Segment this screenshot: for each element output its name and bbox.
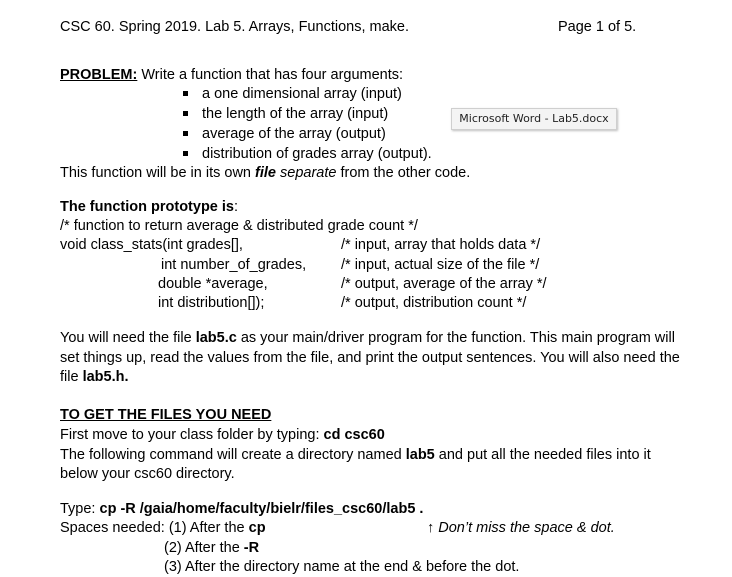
problem-note: [60, 163, 470, 183]
files-line: below your csc60 directory.: [60, 466, 235, 482]
bullet-icon: [183, 91, 188, 96]
spaces-text: (2) After the: [164, 540, 244, 556]
files-heading: TO GET THE FILES YOU NEED: [60, 407, 272, 423]
driver-file-c: lab5.c: [195, 330, 237, 346]
driver-line: [60, 328, 675, 348]
files-cd-command: cd csc60: [323, 427, 385, 443]
bullet-item: the length of the array (input): [202, 106, 389, 122]
spaces-line: (3) After the directory name at the end & before the dot.: [164, 559, 520, 575]
bullet-icon: [183, 151, 188, 156]
driver-text: You will need the file: [60, 330, 196, 346]
header-title: CSC 60. Spring 2019. Lab 5. Arrays, Functions, make.: [60, 19, 409, 35]
dont-miss-text: Don’t miss the space & dot.: [438, 520, 615, 536]
note-file: file: [255, 165, 276, 181]
problem-text: Write a function that has four arguments:: [137, 67, 404, 83]
bullet-icon: [183, 131, 188, 136]
note-end: from the other code.: [336, 165, 471, 181]
copy-command: cp -R /gaia/home/faculty/bielr/files_csc60/lab5 .: [99, 501, 424, 517]
spaces-cp: cp: [248, 520, 266, 536]
files-text: First move to your class folder by typing:: [60, 427, 324, 443]
problem-label: PROBLEM:: [60, 67, 138, 83]
prototype-code: double *average,: [158, 276, 268, 292]
prototype-heading-colon: :: [234, 199, 239, 215]
files-line: [60, 425, 385, 445]
driver-file-h: lab5.h.: [82, 369, 129, 385]
bullet-item: a one dimensional array (input): [202, 86, 402, 102]
window-tooltip: Microsoft Word - Lab5.docx: [451, 108, 617, 130]
files-text: and put all the needed files into it: [434, 447, 651, 463]
prototype-heading: [60, 197, 238, 217]
prototype-heading-text: The function prototype is: [60, 199, 234, 215]
prototype-comment: /* function to return average & distributed grade count */: [60, 218, 418, 234]
page-number: Page 1 of 5.: [558, 19, 637, 35]
prototype-code: int distribution[]);: [158, 295, 265, 311]
type-command-line: [60, 499, 423, 519]
prototype-line-comment: /* input, array that holds data */: [341, 237, 541, 253]
prototype-code: int number_of_grades,: [161, 257, 307, 273]
note-text: This function will be in its own: [60, 165, 256, 181]
bullet-item: distribution of grades array (output).: [202, 146, 432, 162]
dont-miss-note: [427, 518, 615, 538]
spaces-line: [60, 518, 266, 538]
files-dir-name: lab5: [405, 447, 435, 463]
driver-line: set things up, read the values from the file, and print the output sentences. You will also need the: [60, 350, 680, 366]
prototype-line-comment: /* input, actual size of the file */: [341, 257, 540, 273]
driver-text: as your main/driver program for the function. This main program will: [236, 330, 675, 346]
driver-text: file: [60, 369, 83, 385]
spaces-r-flag: -R: [243, 540, 260, 556]
problem-line: [60, 65, 403, 85]
driver-line: [60, 367, 129, 387]
files-line: [60, 445, 651, 465]
arrow-up-icon: ↑: [427, 520, 435, 536]
prototype-code: void class_stats(int grades[],: [60, 237, 243, 253]
spaces-label: Spaces needed: (1) After the: [60, 520, 249, 536]
spaces-line: [164, 538, 259, 558]
bullet-icon: [183, 111, 188, 116]
files-text: The following command will create a directory named: [60, 447, 406, 463]
type-label: Type:: [60, 501, 100, 517]
bullet-item: average of the array (output): [202, 126, 386, 142]
prototype-line-comment: /* output, distribution count */: [341, 295, 527, 311]
prototype-line-comment: /* output, average of the array */: [341, 276, 547, 292]
note-separate: separate: [275, 165, 337, 181]
